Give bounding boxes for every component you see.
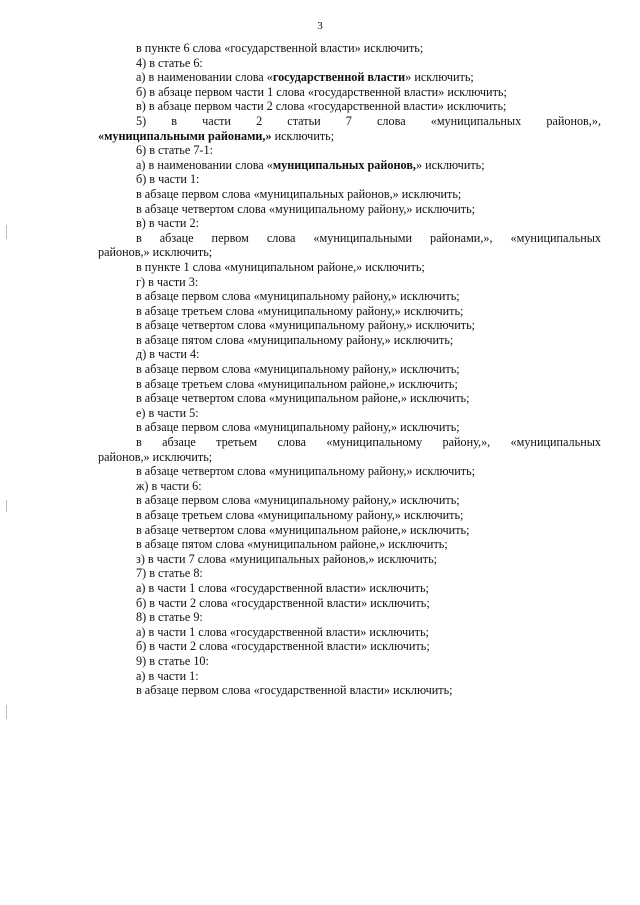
subitem-heading: ж) в части 6: [136,478,202,493]
paragraph-line: в абзаце третьем слова «муниципальном районе,» исключить; [136,376,458,391]
paragraph-line: в пункте 1 слова «муниципальном районе,» исключить; [136,259,425,274]
paragraph-line: в абзаце первом слова «муниципальных районов,» исключить; [136,186,462,201]
paragraph-line: в абзаце четвертом слова «муниципальному району,» исключить; [136,464,476,479]
subitem-heading: г) в части 3: [136,274,199,289]
subitem-heading: е) в части 5: [136,405,199,420]
paragraph-line: в пункте 6 слова «государственной власти» исключить; [136,41,424,55]
paragraph-line: 5) в части 2 статьи 7 слова «муниципальных районов,», [136,113,601,128]
subitem-heading: д) в части 4: [136,347,200,362]
paragraph-line: з) в части 7 слова «муниципальных районов,» исключить; [136,551,438,566]
paragraph-line: б) в части 2 слова «государственной власти» исключить; [136,595,430,610]
margin-mark [6,500,7,512]
subitem-heading: б) в части 1: [136,172,200,187]
item-heading: 8) в статье 9: [136,610,203,625]
paragraph-line: в абзаце первом слова «государственной власти» исключить; [136,683,453,698]
paragraph-line: в абзаце первом слова «муниципальному району,» исключить; [136,362,460,377]
paragraph-line: в абзаце третьем слова «муниципальному району,» исключить; [136,303,464,318]
margin-mark [6,705,7,719]
item-heading: 7) в статье 8: [136,566,203,581]
page-number: 3 [317,20,323,32]
document-body [98,41,601,698]
item-heading: 4) в статье 6: [136,55,203,70]
paragraph-line: а) в части 1 слова «государственной власти» исключить; [136,624,429,639]
subitem-heading: в) в части 2: [136,216,199,231]
paragraph-line: в абзаце пятом слова «муниципальном районе,» исключить; [136,537,448,552]
paragraph-line: в абзаце пятом слова «муниципальному району,» исключить; [136,332,454,347]
paragraph-line: районов,» исключить; [98,245,213,260]
paragraph-line: в абзаце четвертом слова «муниципальном районе,» исключить; [136,391,470,406]
paragraph-line: в абзаце первом слова «муниципальному району,» исключить; [136,493,460,508]
paragraph-line: а) в части 1 слова «государственной власти» исключить; [136,580,429,595]
paragraph-line: в абзаце четвертом слова «муниципальному району,» исключить; [136,318,476,333]
paragraph-line: в абзаце первом слова «муниципальному району,» исключить; [136,289,460,304]
paragraph-line: в) в абзаце первом части 2 слова «государственной власти» исключить; [136,99,507,114]
paragraph-line: в абзаце четвертом слова «муниципальном районе,» исключить; [136,522,470,537]
paragraph-line: «муниципальными районами,» исключить; [98,128,335,143]
margin-mark [6,225,7,239]
paragraph-line: а) в наименовании слова «государственной власти» исключить; [136,70,474,85]
paragraph-line: в абзаце третьем слова «муниципальному району,» исключить; [136,508,464,522]
paragraph-line: в абзаце первом слова «муниципальными районами,», «муниципальных [136,230,601,245]
paragraph-line: а) в наименовании слова «муниципальных районов,» исключить; [136,157,485,172]
paragraph-line: в абзаце четвертом слова «муниципальному району,» исключить; [136,201,476,216]
paragraph-line: районов,» исключить; [98,449,213,464]
item-heading: 9) в статье 10: [136,653,209,668]
paragraph-line: в абзаце первом слова «муниципальному району,» исключить; [136,420,460,435]
paragraph-line: б) в части 2 слова «государственной власти» исключить; [136,639,430,654]
paragraph-line: б) в абзаце первом части 1 слова «государственной власти» исключить; [136,84,507,99]
paragraph-line: в абзаце третьем слова «муниципальному району,», «муниципальных [136,435,601,450]
item-heading: 6) в статье 7-1: [136,143,213,158]
subitem-heading: а) в части 1: [136,668,199,683]
